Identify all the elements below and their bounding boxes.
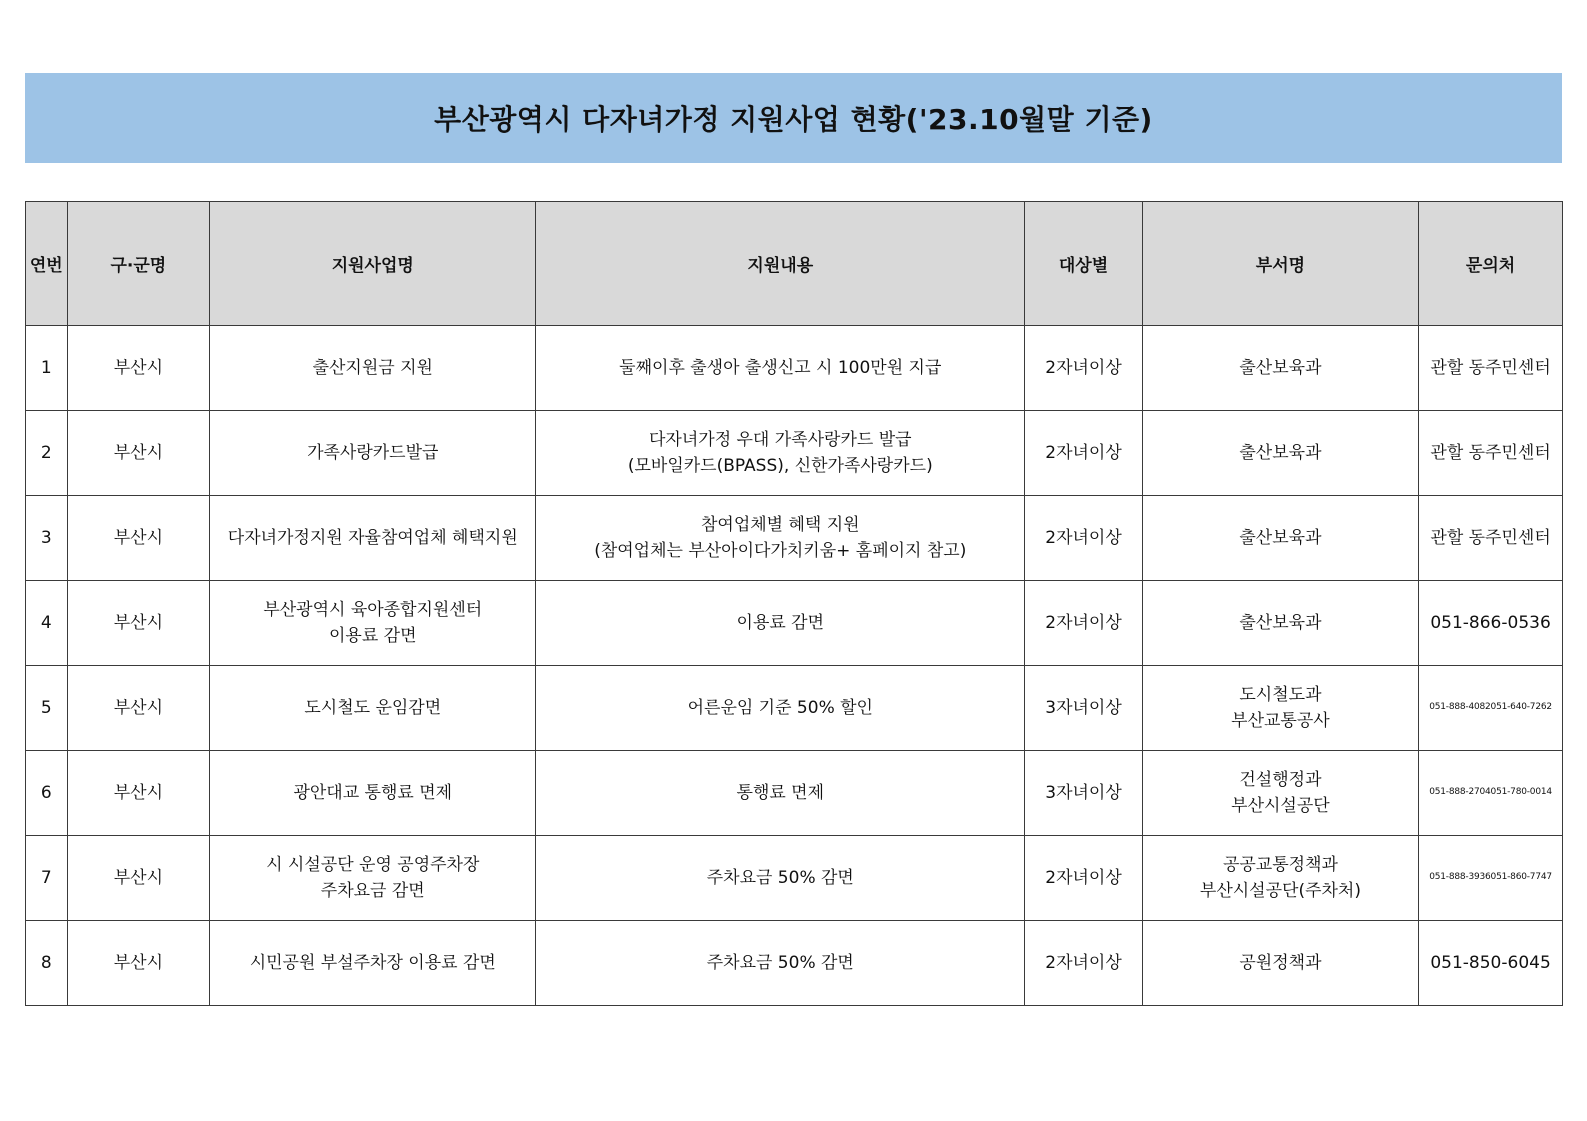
cell-target: 2자녀이상 <box>1025 411 1142 496</box>
table-header-row <box>26 202 1563 326</box>
cell-content <box>536 751 1025 836</box>
table-row <box>26 666 1563 751</box>
cell-content-line: 다자녀가정 우대 가족사랑카드 발급 <box>649 429 912 450</box>
cell-dept-line: 공원정책과 <box>1239 952 1322 973</box>
cell-program-line: 시민공원 부설주차장 이용료 감면 <box>249 952 496 973</box>
cell-program-line: 다자녀가정지원 자율참여업체 혜택지원 <box>227 527 518 548</box>
cell-program-line: 이용료 감면 <box>329 626 417 646</box>
cell-no: 3 <box>26 496 68 581</box>
cell-no: 5 <box>26 666 68 751</box>
cell-contact: 051-888-2704051-780-0014 <box>1419 751 1563 836</box>
cell-content <box>536 921 1025 1006</box>
cell-program-line: 주차요금 감면 <box>320 881 425 901</box>
support-programs-table <box>25 201 1563 1006</box>
cell-district: 부산시 <box>67 836 210 921</box>
cell-target: 2자녀이상 <box>1025 921 1142 1006</box>
cell-program <box>210 326 536 411</box>
cell-content <box>536 581 1025 666</box>
cell-district: 부산시 <box>67 666 210 751</box>
cell-dept-line: 공공교통정책과 <box>1222 854 1338 875</box>
cell-dept <box>1142 326 1418 411</box>
cell-content <box>536 326 1025 411</box>
cell-dept <box>1142 581 1418 666</box>
cell-program <box>210 751 536 836</box>
cell-target: 2자녀이상 <box>1025 581 1142 666</box>
cell-program-line: 도시철도 운임감면 <box>304 697 442 718</box>
cell-program-line: 가족사랑카드발급 <box>307 442 439 463</box>
cell-dept-line: 도시철도과 <box>1239 684 1322 705</box>
cell-dept-line: 부산시설공단(주차처) <box>1199 881 1361 901</box>
cell-no: 6 <box>26 751 68 836</box>
cell-contact: 관할 동주민센터 <box>1419 326 1563 411</box>
cell-content <box>536 411 1025 496</box>
cell-district: 부산시 <box>67 411 210 496</box>
cell-no: 1 <box>26 326 68 411</box>
cell-dept <box>1142 496 1418 581</box>
cell-target: 3자녀이상 <box>1025 666 1142 751</box>
cell-contact: 관할 동주민센터 <box>1419 411 1563 496</box>
cell-no: 8 <box>26 921 68 1006</box>
header-program: 지원사업명 <box>210 202 536 326</box>
cell-dept <box>1142 411 1418 496</box>
table-row <box>26 836 1563 921</box>
cell-dept-line: 부산교통공사 <box>1231 711 1330 731</box>
cell-target: 2자녀이상 <box>1025 836 1142 921</box>
page-title: 부산광역시 다자녀가정 지원사업 현황('23.10월말 기준) <box>434 103 1153 136</box>
cell-program-line: 시 시설공단 운영 공영주차장 <box>266 854 480 875</box>
cell-target: 2자녀이상 <box>1025 326 1142 411</box>
cell-content-line: 이용료 감면 <box>736 612 825 633</box>
cell-district: 부산시 <box>67 751 210 836</box>
table-row <box>26 921 1563 1006</box>
cell-content-line: 어른운임 기준 50% 할인 <box>687 697 873 718</box>
cell-no: 2 <box>26 411 68 496</box>
table-row <box>26 326 1563 411</box>
cell-contact: 051-888-3936051-860-7747 <box>1419 836 1563 921</box>
cell-content-line: 주차요금 50% 감면 <box>706 867 854 888</box>
cell-content-line: 통행료 면제 <box>736 782 825 803</box>
cell-dept-line: 출산보육과 <box>1239 527 1322 548</box>
cell-dept-line: 출산보육과 <box>1239 357 1322 378</box>
cell-contact: 051-888-4082051-640-7262 <box>1419 666 1563 751</box>
header-content: 지원내용 <box>536 202 1025 326</box>
cell-dept <box>1142 836 1418 921</box>
cell-contact: 051-850-6045 <box>1419 921 1563 1006</box>
cell-program-line: 부산광역시 육아종합지원센터 <box>263 599 483 620</box>
title-banner <box>25 73 1562 163</box>
header-district: 구·군명 <box>67 202 210 326</box>
header-no: 연번 <box>26 202 68 326</box>
cell-dept <box>1142 921 1418 1006</box>
cell-content <box>536 666 1025 751</box>
table-row <box>26 496 1563 581</box>
cell-program <box>210 921 536 1006</box>
cell-target: 3자녀이상 <box>1025 751 1142 836</box>
cell-program <box>210 666 536 751</box>
cell-content-line: (참여업체는 부산아이다가치키움+ 홈페이지 참고) <box>594 541 967 561</box>
cell-no: 7 <box>26 836 68 921</box>
cell-dept-line: 출산보육과 <box>1239 612 1322 633</box>
cell-dept-line: 건설행정과 <box>1239 769 1322 790</box>
cell-program-line: 출산지원금 지원 <box>312 357 433 378</box>
header-target: 대상별 <box>1025 202 1142 326</box>
cell-program <box>210 836 536 921</box>
cell-dept-line: 출산보육과 <box>1239 442 1322 463</box>
cell-content <box>536 496 1025 581</box>
table-row <box>26 581 1563 666</box>
cell-district: 부산시 <box>67 496 210 581</box>
cell-dept <box>1142 666 1418 751</box>
cell-content-line: 둘째이후 출생아 출생신고 시 100만원 지급 <box>619 357 942 378</box>
cell-content-line: 주차요금 50% 감면 <box>706 952 854 973</box>
header-dept: 부서명 <box>1142 202 1418 326</box>
cell-district: 부산시 <box>67 581 210 666</box>
cell-target: 2자녀이상 <box>1025 496 1142 581</box>
cell-content-line: 참여업체별 혜택 지원 <box>700 514 860 535</box>
cell-dept <box>1142 751 1418 836</box>
cell-district: 부산시 <box>67 921 210 1006</box>
cell-dept-line: 부산시설공단 <box>1231 796 1330 816</box>
table-row <box>26 411 1563 496</box>
table-body <box>26 326 1563 1006</box>
cell-program-line: 광안대교 통행료 면제 <box>293 782 453 803</box>
cell-program <box>210 581 536 666</box>
cell-program <box>210 411 536 496</box>
cell-content-line: (모바일카드(BPASS), 신한가족사랑카드) <box>627 456 933 476</box>
cell-contact: 관할 동주민센터 <box>1419 496 1563 581</box>
cell-program <box>210 496 536 581</box>
header-contact: 문의처 <box>1419 202 1563 326</box>
cell-district: 부산시 <box>67 326 210 411</box>
cell-content <box>536 836 1025 921</box>
table-row <box>26 751 1563 836</box>
cell-no: 4 <box>26 581 68 666</box>
cell-contact: 051-866-0536 <box>1419 581 1563 666</box>
